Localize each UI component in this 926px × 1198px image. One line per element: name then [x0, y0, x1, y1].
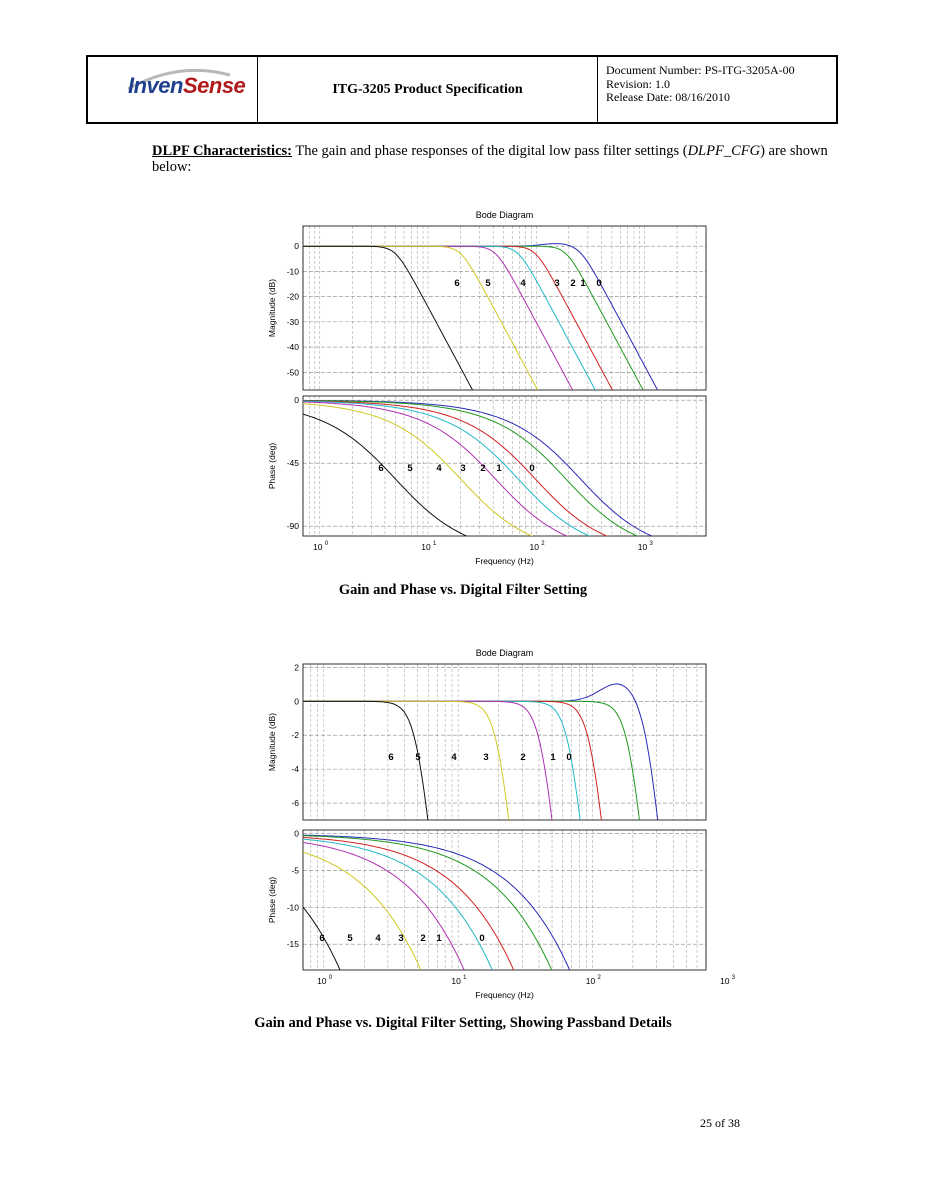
- document-number: Document Number: PS-ITG-3205A-00: [606, 63, 795, 77]
- panel-frame: [303, 396, 706, 536]
- series-label-2: 2: [480, 463, 486, 474]
- y-tick-label: -90: [286, 521, 299, 532]
- panel-frame: [303, 226, 706, 390]
- x-axis-label: Frequency (Hz): [475, 556, 534, 566]
- x-axis-label: Frequency (Hz): [475, 990, 534, 1000]
- y-tick-label: -6: [291, 798, 299, 809]
- y-tick-label: 0: [294, 241, 299, 252]
- panel-frame: [303, 830, 706, 970]
- y-axis-label: Phase (deg): [267, 442, 277, 490]
- intro-paragraph: [152, 143, 842, 175]
- intro-lead: DLPF Characteristics:: [152, 143, 292, 159]
- bode-diagram-figure-1: [255, 200, 725, 580]
- x-tick-exponent: 1: [463, 975, 467, 981]
- x-tick-exponent: 2: [597, 975, 601, 981]
- y-tick-label: -50: [286, 367, 299, 378]
- series-label-6: 6: [454, 278, 460, 289]
- series-label-4: 4: [520, 278, 526, 289]
- series-2-curve: [303, 401, 706, 555]
- intro-text-a: The gain and phase responses of the digital low pass filter settings (: [292, 143, 688, 159]
- y-tick-label: -20: [286, 291, 299, 302]
- series-label-3: 3: [554, 278, 560, 289]
- chart-title: Bode Diagram: [475, 648, 534, 658]
- x-tick-exponent: 3: [731, 975, 736, 981]
- series-label-1: 1: [436, 933, 442, 944]
- y-axis-label: Phase (deg): [267, 876, 277, 924]
- y-axis-label: Magnitude (dB): [267, 278, 277, 338]
- series-label-5: 5: [407, 463, 413, 474]
- invensense-logo: [128, 73, 245, 99]
- page-header: [86, 55, 838, 124]
- series-label-5: 5: [485, 278, 491, 289]
- series-label-0: 0: [596, 278, 602, 289]
- series-label-6: 6: [378, 463, 384, 474]
- series-label-1: 1: [496, 463, 502, 474]
- series-label-4: 4: [451, 752, 457, 763]
- logo-cell: [88, 57, 258, 122]
- series-label-0: 0: [529, 463, 535, 474]
- intro-text-em: DLPF_CFG: [687, 143, 761, 159]
- series-label-3: 3: [460, 463, 466, 474]
- series-6-curve: [303, 246, 706, 440]
- series-4-curve: [303, 246, 706, 440]
- bode-diagram-figure-2: [255, 640, 736, 1012]
- series-1-curve: [303, 246, 706, 440]
- x-tick-label: 10: [585, 976, 596, 986]
- y-tick-label: 0: [294, 696, 299, 707]
- series-label-3: 3: [398, 933, 404, 944]
- y-tick-label: -10: [286, 266, 299, 277]
- series-label-5: 5: [415, 752, 421, 763]
- y-tick-label: -45: [286, 458, 299, 469]
- series-1-curve: [303, 401, 706, 553]
- y-axis-label: Magnitude (dB): [267, 712, 277, 772]
- series-label-4: 4: [375, 933, 381, 944]
- x-tick-label: 10: [451, 976, 461, 986]
- figure-1-caption: Gain and Phase vs. Digital Filter Setting: [338, 582, 588, 598]
- chart-title: Bode Diagram: [475, 210, 534, 220]
- series-label-0: 0: [479, 933, 485, 944]
- series-label-4: 4: [436, 463, 442, 474]
- x-tick-label: 10: [529, 542, 539, 552]
- intro-text-b: ) are shown below:: [152, 143, 828, 175]
- page-number: 25 of 38: [700, 1116, 740, 1130]
- y-tick-label: -2: [291, 730, 299, 741]
- y-tick-label: 0: [294, 395, 299, 406]
- x-tick-exponent: 3: [649, 541, 653, 547]
- series-label-1: 1: [580, 278, 586, 289]
- x-tick-exponent: 0: [328, 975, 333, 981]
- series-label-2: 2: [520, 752, 526, 763]
- series-6-curve: [303, 907, 706, 1020]
- series-label-5: 5: [347, 933, 353, 944]
- magnitude-panel: [267, 226, 706, 440]
- document-info: [598, 57, 836, 122]
- logo-text-inven: Inven: [128, 73, 183, 98]
- series-0-curve: [303, 244, 706, 440]
- x-tick-exponent: 1: [433, 541, 437, 547]
- magnitude-panel: [267, 662, 706, 870]
- y-tick-label: -10: [286, 902, 299, 913]
- y-tick-label: -5: [291, 865, 299, 876]
- series-3-curve: [303, 246, 706, 440]
- series-label-1: 1: [550, 752, 556, 763]
- y-tick-label: -4: [291, 764, 299, 775]
- document-title: ITG-3205 Product Specification: [258, 57, 598, 122]
- series-0-curve: [303, 684, 706, 870]
- x-tick-label: 10: [317, 976, 327, 986]
- x-tick-label: 10: [421, 542, 431, 552]
- series-0-curve: [303, 401, 706, 551]
- series-5-curve: [303, 246, 706, 440]
- x-tick-exponent: 0: [324, 541, 329, 547]
- x-tick-label: 10: [313, 542, 323, 552]
- series-label-0: 0: [566, 752, 572, 763]
- series-label-2: 2: [420, 933, 426, 944]
- y-tick-label: 0: [294, 828, 299, 839]
- logo-text-sense: Sense: [182, 73, 246, 98]
- y-tick-label: -30: [286, 316, 299, 327]
- series-label-2: 2: [570, 278, 576, 289]
- revision: Revision: 1.0: [606, 76, 671, 91]
- x-tick-exponent: 2: [541, 541, 545, 547]
- y-tick-label: -40: [286, 342, 299, 353]
- y-tick-label: -15: [286, 939, 299, 950]
- release-date: Release Date: 08/16/2010: [606, 90, 730, 104]
- panel-frame: [303, 664, 706, 820]
- series-label-3: 3: [483, 752, 489, 763]
- figure-2-caption: Gain and Phase vs. Digital Filter Setting, Showing Passband Details: [254, 1015, 672, 1031]
- x-tick-label: 10: [637, 542, 648, 552]
- phase-panel: [267, 395, 706, 557]
- series-label-6: 6: [388, 752, 394, 763]
- series-2-curve: [303, 246, 706, 440]
- y-tick-label: 2: [294, 662, 299, 673]
- x-tick-label: 10: [720, 976, 730, 986]
- series-label-6: 6: [319, 933, 325, 944]
